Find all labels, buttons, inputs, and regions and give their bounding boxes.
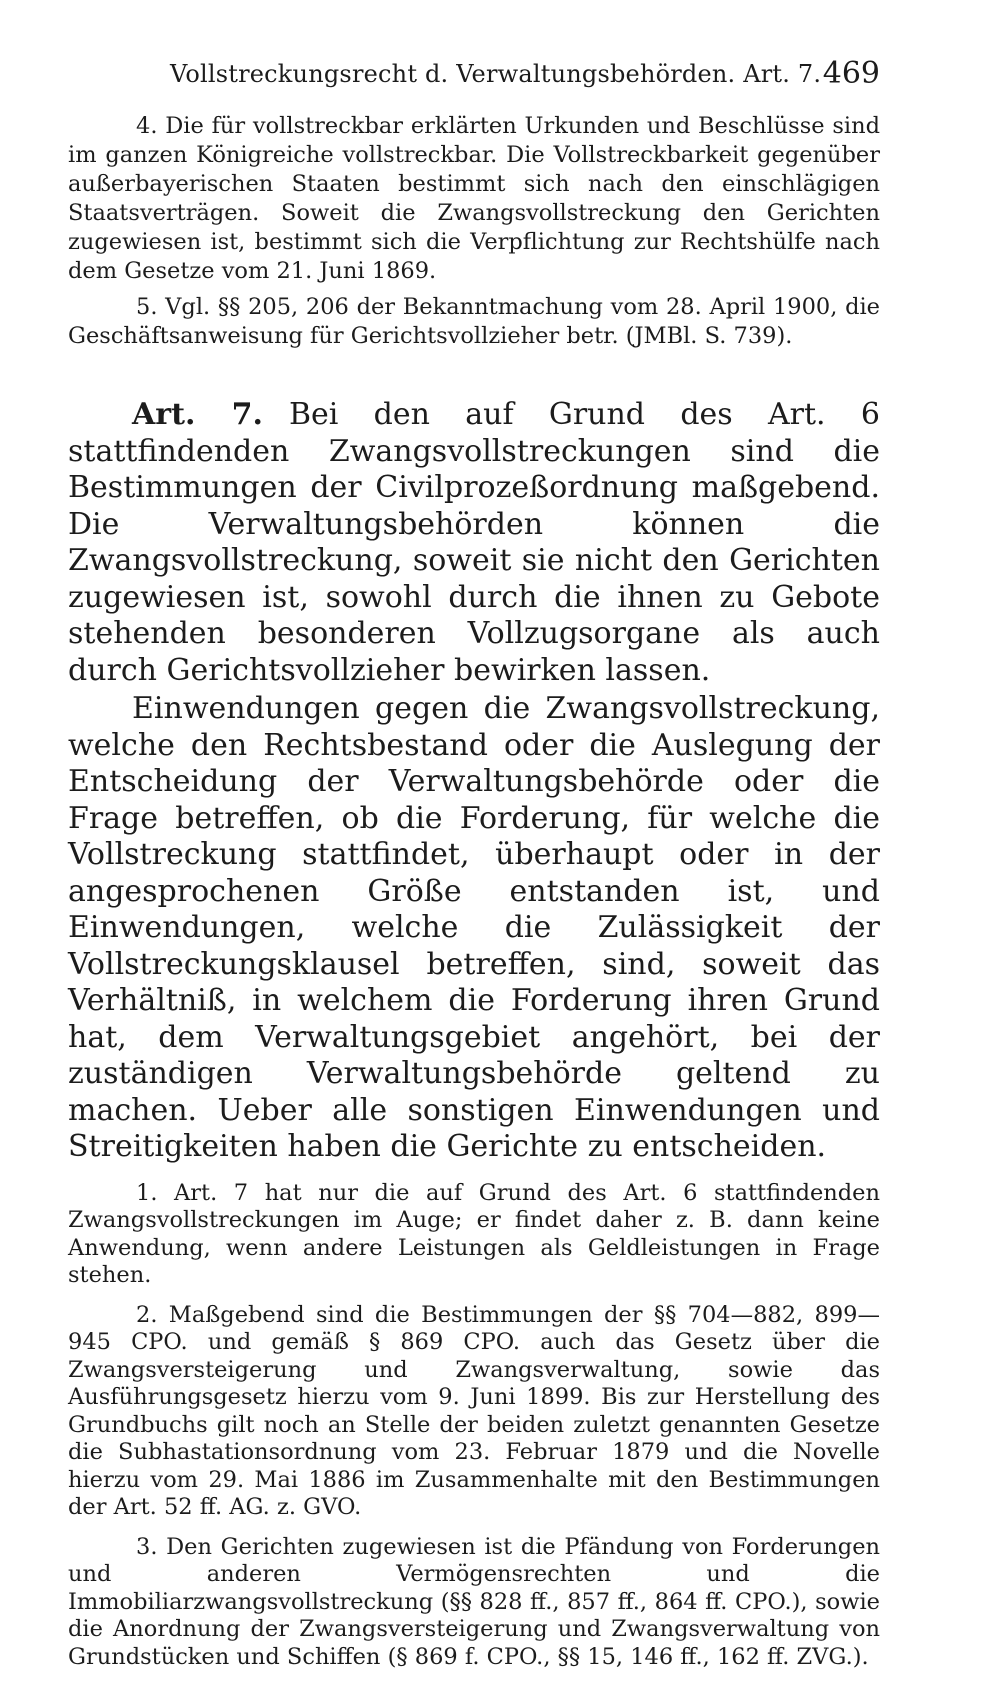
note-3: 3. Den Gerichten zugewiesen ist die Pfändung von Forderungen und anderen Vermögensrechten und die Immobiliarzwangsvollstreckung (§§ 828 ff., 857 ff., 864 ff. CPO.), sowie die Anordnung der Zwangsversteigerung und Zwangsverwaltung von Grundstücken und Schiffen (§ 869 f. CPO., §§ 15, 146 ff., 162 ff. ZVG.). <box>68 1533 880 1670</box>
article-paragraph-2: Einwendungen gegen die Zwangsvollstreckung, welche den Rechtsbestand oder die Auslegung der Entscheidung der Verwaltungsbehörde oder die Frage betreffen, ob die Forderung, für welche die Vollstreckung stattfindet, überhaupt oder in der angesprochenen Größe entstanden ist, und Einwendungen, welche die Zulässigkeit der Vollstreckungsklausel betreffen, sind, soweit das Verhältniß, in welchem die Forderung ihren Grund hat, dem Verwaltungsgebiet angehört, bei der zuständigen Verwaltungsbehörde geltend zu machen. Ueber alle sonstigen Einwendungen und Streitigkeiten haben die Gerichte zu entscheiden. <box>68 691 880 1164</box>
note-1: 1. Art. 7 hat nur die auf Grund des Art. 6 stattfindenden Zwangsvollstreckungen im Auge; er findet daher z. B. dann keine Anwendung, wenn andere Leistungen als Geldleistungen in Frage stehen. <box>68 1179 880 1288</box>
note-4: 4. Die für vollstreckbar erklärten Urkunden und Beschlüsse sind im ganzen Königreiche vollstreckbar. Die Vollstreckbarkeit gegenüber außerbayerischen Staaten bestimmt sich nach den einschlägigen Staatsverträgen. Soweit die Zwangsvollstreckung den Gerichten zugewiesen ist, bestimmt sich die Verpflichtung zur Rechtshülfe nach dem Gesetze vom 21. Juni 1869. <box>68 113 880 284</box>
article-paragraph-1-text: Bei den auf Grund des Art. 6 stattfindenden Zwangsvollstreckungen sind die Bestimmungen der Civilprozeßordnung maßgebend. Die Verwaltungsbehörden können die Zwangsvollstreckung, soweit sie nicht den Gerichten zugewiesen ist, sowohl durch die ihnen zu Gebote stehenden besonderen Vollzugsorgane als auch durch Gerichtsvollzieher bewirken lassen. <box>68 397 880 688</box>
note-5: 5. Vgl. §§ 205, 206 der Bekanntmachung vom 28. April 1900, die Geschäftsanweisung für Gerichtsvollzieher betr. (JMBl. S. 739). <box>68 294 880 349</box>
article-heading: Art. 7. <box>132 397 263 432</box>
note-2: 2. Maßgebend sind die Bestimmungen der §§ 704—882, 899—945 CPO. und gemäß § 869 CPO. auch das Gesetz über die Zwangsversteigerung und Zwangsverwaltung, sowie das Ausführungsgesetz hierzu vom 9. Juni 1899. Bis zur Herstellung des Grundbuchs gilt noch an Stelle der beiden zuletzt genannten Gesetze die Subhastationsordnung vom 23. Februar 1879 und die Novelle hierzu vom 29. Mai 1886 im Zusammenhalte mit den Bestimmungen der Art. 52 ff. AG. z. GVO. <box>68 1301 880 1520</box>
footnotes-top <box>68 112 880 351</box>
article-paragraph-1 <box>68 397 880 689</box>
article-7 <box>68 397 880 1166</box>
running-head: Vollstreckungsrecht d. Verwaltungsbehörden. Art. 7. <box>170 60 822 88</box>
document-page <box>68 52 880 1683</box>
page-number: 469 <box>822 56 880 91</box>
footnotes-bottom <box>68 1180 880 1672</box>
page-header <box>68 52 880 100</box>
